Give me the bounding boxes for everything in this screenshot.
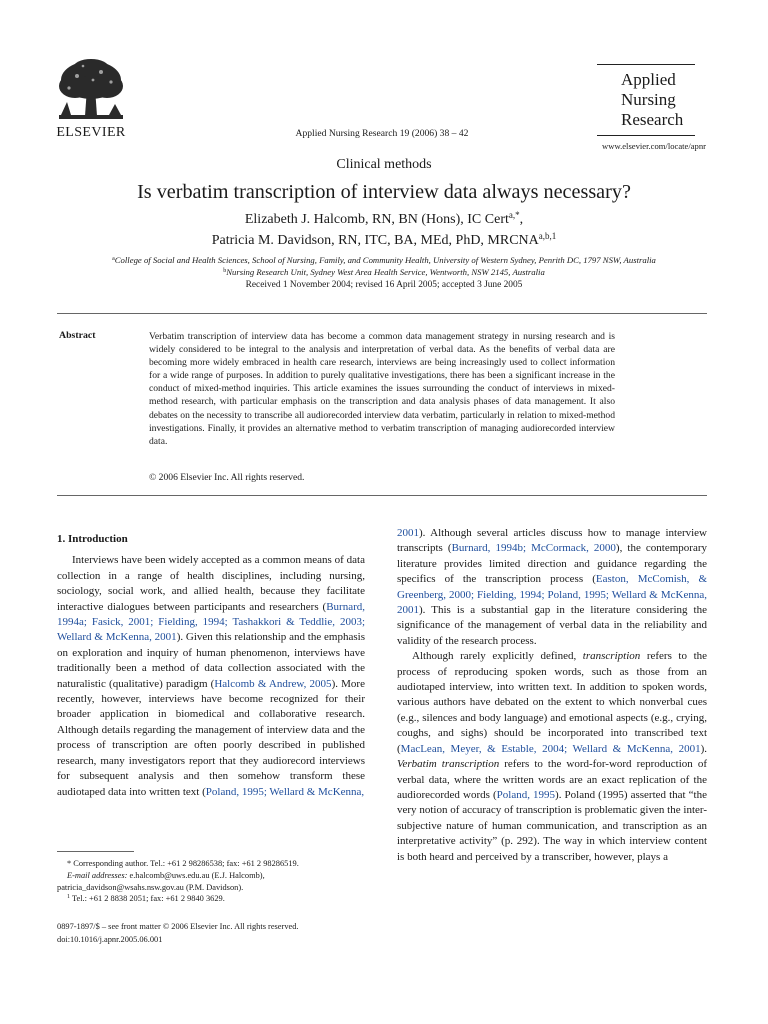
paragraph-text: refers to the process of reproducing spoken words, such as those from an audiotaped interview, into written text. In addition to spoken words, various authors have debated on the extent to which nonverbal cues (e.g., silences and body language) and emotional aspects (e.g., crying, coughs, and sighs) should be incorporated into transcribed text ( (397, 650, 708, 755)
affiliation-text: Nursing Research Unit, Sydney West Area Health Service, Wentworth, NSW 2145, Australia (226, 267, 545, 277)
issn-line: 0897-1897/$ – see front matter © 2006 Elsevier Inc. All rights reserved. (57, 922, 299, 931)
body-column-right (397, 526, 707, 865)
paragraph-text: ). (700, 742, 707, 755)
citation-link[interactable]: Poland, 1995 (496, 788, 556, 801)
journal-title-line: Applied (621, 70, 676, 89)
citation-link[interactable]: MacLean, Meyer, & Estable, 2004; Wellard & McKenna, 2001 (400, 742, 701, 755)
citation-link[interactable]: Burnard, 1994a; Fasick, 2001; Fielding, 1994; Tashakkori & Teddlie, 2003; Wellard & McKenna, 2001 (57, 600, 365, 644)
citation-link[interactable]: Easton, McComish, & Greenberg, 2000; Fielding, 1994; Poland, 1995; Wellard & McKenna, 2001 (397, 573, 707, 617)
citation-link[interactable]: Halcomb & Andrew, 2005 (214, 677, 332, 690)
journal-url-link[interactable]: www.elsevier.com/locate/apnr (602, 141, 706, 151)
paragraph-text: ). This is a substantial gap in the literature considering the significance of the management of verbal data in the reliability and validity of the research process. (397, 604, 707, 647)
body-paragraph (57, 553, 365, 800)
email-note (57, 870, 365, 882)
author-line (40, 230, 728, 251)
author-line (40, 209, 728, 230)
footnote-divider (57, 851, 134, 852)
divider (57, 313, 707, 314)
body-paragraph (397, 649, 707, 865)
email-label: E-mail addresses: (67, 870, 128, 880)
body-column-left (57, 532, 365, 800)
abstract-text: Verbatim transcription of interview data has become a common data management strategy in nursing research and is widely considered to be integral to the analysis and interpretation of verbal data. As the benefits of verbal data are becoming more widely embraced in health care research, interviews are being increasingly used to collect information for a wide range of purposes. In addition to purely qualitative investigations, there has been a significant increase in the conduct of mixed-method inquiries. This article examines the issues surrounding the conduct of interviews in mixed-method research, with particular emphasis on the transcription and data analysis phases of data management. It also debates on the necessity to transcribe all audiorecorded interview data verbatim, particularly in relation to mixed-method investigations. Finally, it provides an alternative method to verbatim transcription of managing audiorecorded interview data. (149, 331, 615, 447)
journal-title-line: Nursing (621, 90, 676, 109)
affiliation-text: College of Social and Health Sciences, School of Nursing, Family, and Community Health, University of Western Sydney, Penrith DC, 1797 NSW, Australia (114, 255, 656, 265)
front-matter (57, 921, 377, 946)
paragraph-text: ), the contemporary literature provides limited direction and guidance regarding the specifics of the transcription process ( (397, 542, 708, 586)
author-affiliation-marks: a,* (508, 210, 520, 220)
citation-link[interactable]: 2001 (397, 527, 419, 539)
affiliation (40, 254, 728, 266)
affiliation-mark: b (223, 268, 227, 274)
abstract-copyright: © 2006 Elsevier Inc. All rights reserved. (149, 472, 305, 483)
paragraph-text: Interviews have been widely accepted as a common means of data collection in a range of health disciplines, including nursing, sociology, social work, and allied health, because they facilitate interactive dialogues between participants and researchers ( (57, 554, 365, 613)
author-list (40, 209, 728, 251)
footnotes (57, 858, 365, 905)
citation-link[interactable]: Poland, 1995; Wellard & McKenna, (205, 785, 365, 798)
body-paragraph (397, 526, 707, 649)
email-address-link[interactable]: patricia_davidson@wsahs.nsw.gov.au (P.M. Davidson). (57, 882, 244, 892)
affiliation-mark: a (112, 256, 115, 262)
paragraph-text: Although rarely explicitly defined, (412, 650, 583, 663)
journal-title-line: Research (621, 110, 684, 129)
emphasized-term: transcription (582, 650, 641, 663)
paragraph-text: ). More recently, however, interviews have become recognized for their broader application in biomedical and collaborative research. Although details regarding the management of interview data and the process of transcription are often poorly described in published research, many investigators report that they audiorecord interviews for subsequent analysis and then somehow transform these audiotaped data into written text ( (57, 677, 365, 798)
author-name: Patricia M. Davidson, RN, ITC, BA, MEd, PhD, MRCNA (211, 233, 539, 248)
email-address-link[interactable]: e.halcomb@uws.edu.au (E.J. Halcomb), (127, 870, 265, 880)
footnote-1 (57, 893, 365, 905)
author-affiliation-marks: a,b,1 (538, 231, 557, 241)
paragraph-text: ). Poland (1995) asserted that “the very notion of accuracy of transcription is problematic given the inter-subjective nature of human communication, and transcription as an interpretative activity” (p. 292). The way in which interview content is both heard and perceived by a transcriber, however, plays a (397, 788, 707, 863)
elsevier-tree-icon (53, 58, 129, 124)
footnote-mark: 1 (67, 894, 70, 901)
paragraph-text: refers to the word-for-word reproduction of verbal data, where the written words are an exact replication of the audiorecorded words ( (397, 758, 708, 801)
section-label: Clinical methods (336, 157, 432, 172)
paragraph-text: ). Given this relationship and the emphasis on exploration and inquiry of human phenomenon, interviews have traditionally been a method of data collection associated with the naturalistic (qualitative) paradigm ( (57, 631, 365, 690)
article-title: Is verbatim transcription of interview data always necessary? (137, 181, 631, 203)
corresponding-author-note: * Corresponding author. Tel.: +61 2 98286538; fax: +61 2 98286519. (67, 859, 299, 868)
citation-link[interactable]: Burnard, 1994b; McCormack, 2000 (451, 542, 616, 555)
received-dates: Received 1 November 2004; revised 16 April 2005; accepted 3 June 2005 (245, 280, 523, 290)
emphasized-term: Verbatim transcription (397, 758, 500, 771)
author-separator: , (519, 212, 524, 227)
paragraph-text: ). Although several articles discuss how to manage interview transcripts ( (397, 527, 707, 555)
affiliation (40, 266, 728, 278)
section-heading: 1. Introduction (57, 533, 128, 545)
journal-citation: Applied Nursing Research 19 (2006) 38 – 42 (295, 128, 469, 139)
abstract-label: Abstract (59, 330, 96, 341)
publisher-logo (53, 58, 129, 141)
author-name: Elizabeth J. Halcomb, RN, BN (Hons), IC Cert (244, 212, 509, 227)
doi-link[interactable]: doi:10.1016/j.apnr.2005.06.001 (57, 934, 163, 944)
journal-wordmark (597, 64, 695, 136)
divider (57, 495, 707, 496)
footnote-text: Tel.: +61 2 8838 2051; fax: +61 2 9840 3629. (71, 894, 225, 904)
publisher-name: ELSEVIER (56, 125, 126, 140)
